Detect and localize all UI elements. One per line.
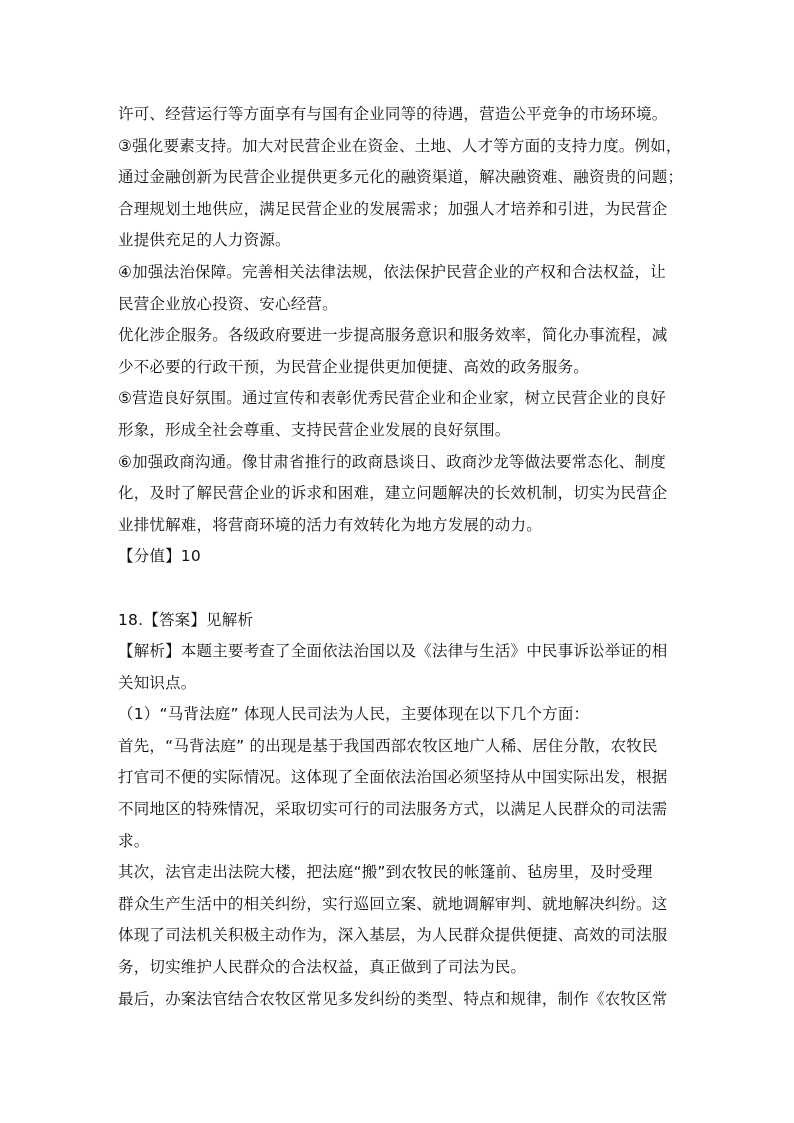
text-line: 民营企业放心投资、安心经营。 bbox=[118, 294, 338, 313]
text-line: 务，切实维护人民群众的合法权益，真正做到了司法为民。 bbox=[118, 958, 527, 977]
text-line: 求。 bbox=[118, 831, 150, 850]
document-body bbox=[118, 99, 684, 1015]
blank-line bbox=[118, 573, 678, 605]
text-line: 首先，“马背法庭” 的出现是基于我国西部农牧区地广人稀、居住分散，农牧民 bbox=[118, 736, 658, 755]
text-line: 不同地区的特殊情况，采取切实可行的司法服务方式，以满足人民群众的司法需 bbox=[118, 800, 668, 819]
text-line: 最后，办案法官结合农牧区常见多发纠纷的类型、特点和规律，制作《农牧区常 bbox=[118, 989, 668, 1008]
text-line: 群众生产生活中的相关纠纷，实行巡回立案、就地调解审判、就地解决纠纷。这 bbox=[118, 894, 668, 913]
text-line: 优化涉企服务。各级政府要进一步提高服务意识和服务效率，简化办事流程，减 bbox=[118, 326, 668, 345]
text-line: 少不必要的行政干预，为民营企业提供更加便捷、高效的政务服务。 bbox=[118, 357, 590, 376]
text-line: 其次，法官走出法院大楼，把法庭“搬”到农牧民的帐篷前、毡房里，及时受理 bbox=[118, 863, 653, 882]
text-line: ③强化要素支持。加大对民营企业在资金、土地、人才等方面的支持力度。例如， bbox=[118, 136, 682, 155]
text-line: 合理规划土地供应，满足民营企业的发展需求；加强人才培养和引进，为民营企 bbox=[118, 199, 668, 218]
text-line: 打官司不便的实际情况。这体现了全面依法治国必须坚持从中国实际出发，根据 bbox=[118, 768, 668, 787]
text-line: 关知识点。 bbox=[118, 673, 197, 692]
text-line: ⑤营造良好氛围。通过宣传和表彰优秀民营企业和企业家，树立民营企业的良好 bbox=[118, 389, 666, 408]
text-line: （1）“马背法庭” 体现人民司法为人民，主要体现在以下几个方面： bbox=[118, 705, 590, 724]
score-line: 【分值】10 bbox=[118, 547, 201, 566]
answer-heading: 18.【答案】见解析 bbox=[118, 610, 254, 629]
text-line: 体现了司法机关积极主动作为，深入基层，为人民群众提供便捷、高效的司法服 bbox=[118, 926, 668, 945]
text-line: 许可、经营运行等方面享有与国有企业同等的待遇，营造公平竞争的市场环境。 bbox=[118, 105, 668, 123]
text-line: 业提供充足的人力资源。 bbox=[118, 231, 291, 250]
text-line: 【解析】本题主要考查了全面依法治国以及《法律与生活》中民事诉讼举证的相 bbox=[118, 642, 668, 661]
text-line: 业排忧解难，将营商环境的活力有效转化为地方发展的动力。 bbox=[118, 515, 542, 534]
text-line: 形象，形成全社会尊重、支持民营企业发展的良好氛围。 bbox=[118, 420, 511, 439]
text-line: ⑥加强政商沟通。像甘肃省推行的政商恳谈日、政商沙龙等做法要常态化、制度 bbox=[118, 452, 666, 471]
text-line: 通过金融创新为民营企业提供更多元化的融资渠道，解决融资难、融资贵的问题； bbox=[118, 168, 684, 187]
text-line: 化，及时了解民营企业的诉求和困难，建立问题解决的长效机制，切实为民营企 bbox=[118, 484, 668, 503]
text-line: ④加强法治保障。完善相关法律法规，依法保护民营企业的产权和合法权益，让 bbox=[118, 262, 666, 281]
